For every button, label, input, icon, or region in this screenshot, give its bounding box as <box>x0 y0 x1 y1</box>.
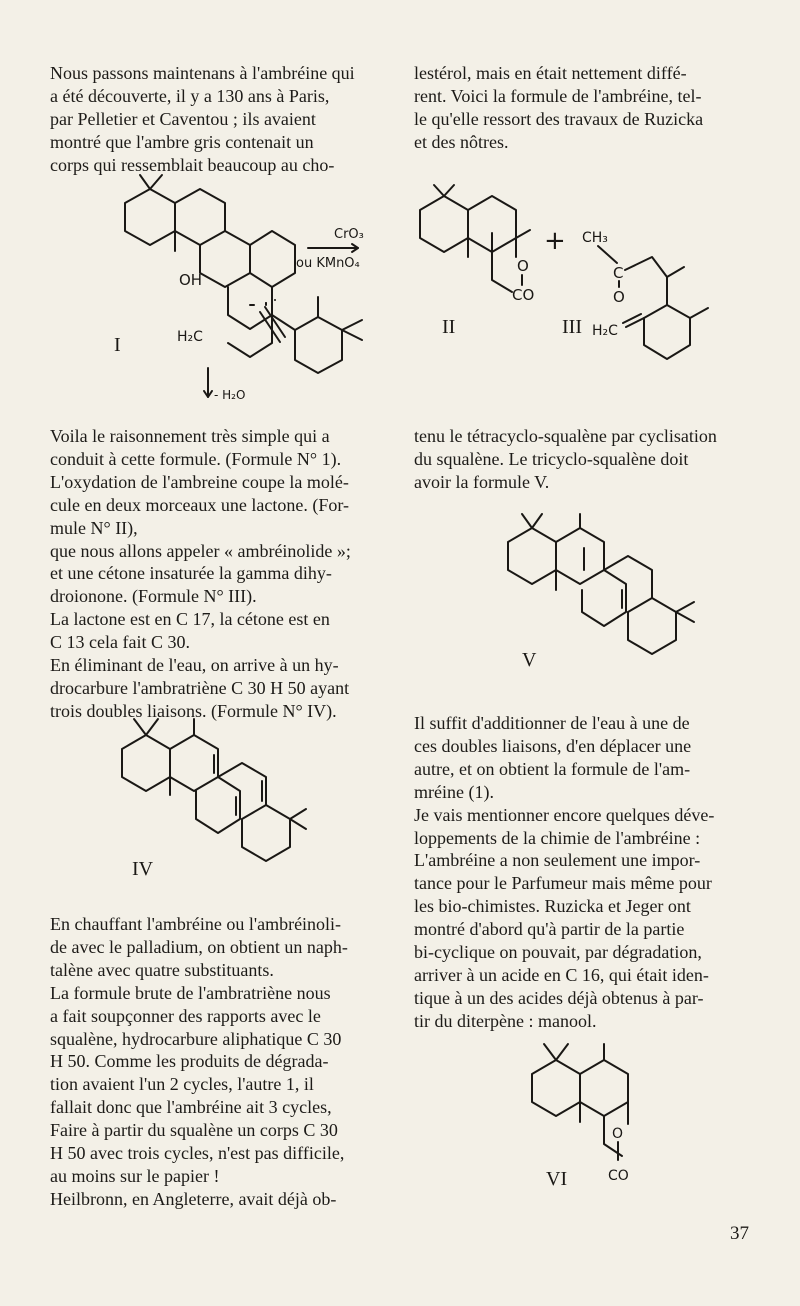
reagent-kmno4-label: ou KMnO₄ <box>296 256 360 271</box>
text-line: talène avec quatre substituants. <box>50 959 274 980</box>
text-line: que nous allons appeler « ambréinolide »; <box>50 540 351 561</box>
text-line: autre, et on obtient la formule de l'am- <box>414 758 691 779</box>
formula-ii-label: II <box>442 316 456 338</box>
text-line: tenu le tétracyclo-squalène par cyclisation <box>414 426 717 446</box>
left-intro-paragraph <box>50 62 390 177</box>
text-line: L'ambréine a non seulement une impor- <box>414 850 701 871</box>
text-line: lestérol, mais en était nettement diffé- <box>414 63 687 83</box>
lactone-o-label: O <box>517 257 529 275</box>
ketone-o-label: O <box>613 288 625 306</box>
text-line: H 50 avec trois cycles, n'est pas difficile, <box>50 1143 345 1164</box>
text-line: et une cétone insaturée la gamma dihy- <box>50 563 332 584</box>
text-line: mule N° II), <box>50 517 138 538</box>
oh-label: OH <box>179 271 203 289</box>
text-line: Heilbronn, en Angleterre, avait déjà ob- <box>50 1188 337 1209</box>
text-line: trois doubles liaisons. (Formule N° IV). <box>50 700 337 721</box>
lactone-co-label: CO <box>512 286 535 304</box>
formula-v-label: V <box>522 649 537 671</box>
formula-iii-label: III <box>562 316 582 338</box>
left-reasoning-paragraph <box>50 425 390 723</box>
text-line: montré d'abord qu'à partir de la partie <box>414 919 685 940</box>
text-line: de avec le palladium, on obtient un naph- <box>50 936 348 957</box>
h2c-label: H₂C <box>592 323 618 339</box>
text-line: tance pour le Parfumeur mais même pour <box>414 873 712 894</box>
formula-vi-label: VI <box>546 1168 568 1190</box>
text-line: La formule brute de l'ambratriène nous <box>50 982 331 1003</box>
text-line: Il suffit d'additionner de l'eau à une de <box>414 713 690 733</box>
text-line: les bio-chimistes. Ruzicka et Jeger ont <box>414 896 691 917</box>
text-line: Nous passons maintenans à l'ambréine qui <box>50 63 355 83</box>
right-tetracyclo-paragraph <box>414 425 754 494</box>
text-line: Voila le raisonnement très simple qui a <box>50 426 330 446</box>
text-line: a été découverte, il y a 130 ans à Paris, <box>50 85 330 106</box>
formula-iv-diagram <box>114 715 314 895</box>
text-line: ces doubles liaisons, d'en déplacer une <box>414 735 692 756</box>
formula-i-label: I <box>114 334 121 356</box>
text-line: En éliminant de l'eau, on arrive à un hy- <box>50 655 339 676</box>
h2c-label: H₂C <box>177 329 203 345</box>
ch3-label: CH₃ <box>582 230 608 246</box>
formula-iv-label: IV <box>132 858 154 880</box>
formula-ii-iii-diagram <box>412 185 732 360</box>
text-line: fallait donc que l'ambréine ait 3 cycles, <box>50 1097 332 1118</box>
text-line: rent. Voici la formule de l'ambréine, tel- <box>414 85 702 106</box>
text-line: tion avaient l'un 2 cycles, l'autre 1, il <box>50 1074 314 1095</box>
text-line: montré que l'ambre gris contenait un <box>50 131 314 152</box>
text-line: tique à un des acides déjà obtenus à par- <box>414 987 704 1008</box>
ketone-c-label: C <box>613 264 624 282</box>
left-heating-paragraph <box>50 913 390 1211</box>
text-line: H 50. Comme les produits de dégrada- <box>50 1051 329 1072</box>
formula-v-diagram <box>500 510 700 685</box>
dehydration-label: - H₂O <box>214 388 246 402</box>
formula-vi-diagram <box>524 1040 674 1200</box>
text-line: C 13 cela fait C 30. <box>50 632 190 653</box>
text-line: avoir la formule V. <box>414 471 550 492</box>
text-line: corps qui ressemblait beaucoup au cho- <box>50 154 335 175</box>
text-line: droionone. (Formule N° III). <box>50 586 257 607</box>
text-line: Faire à partir du squalène un corps C 30 <box>50 1120 338 1141</box>
right-intro-paragraph <box>414 62 754 154</box>
text-line: L'oxydation de l'ambreine coupe la molé- <box>50 471 349 492</box>
text-line: squalène, hydrocarbure aliphatique C 30 <box>50 1028 342 1049</box>
text-line: La lactone est en C 17, la cétone est en <box>50 609 330 630</box>
text-line: par Pelletier et Caventou ; ils avaient <box>50 108 316 129</box>
text-line: drocarbure l'ambratriène C 30 H 50 ayant <box>50 677 350 698</box>
text-line: au moins sur le papier ! <box>50 1165 220 1186</box>
text-line: le qu'elle ressort des travaux de Ruzicka <box>414 108 704 129</box>
vi-o-label: O <box>612 1126 624 1142</box>
text-line: tir du diterpène : manool. <box>414 1010 597 1031</box>
text-line: cule en deux morceaux une lactone. (For- <box>50 494 350 515</box>
text-line: mréine (1). <box>414 781 494 802</box>
reagent-cro3-label: CrO₃ <box>334 227 364 242</box>
text-line: bi-cyclique on pouvait, par dégradation, <box>414 942 702 963</box>
vi-co-label: CO <box>608 1168 629 1184</box>
text-line: arriver à un acide en C 16, qui était iden- <box>414 964 709 985</box>
formula-i-diagram <box>90 175 390 405</box>
text-line: conduit à cette formule. (Formule N° 1). <box>50 448 342 469</box>
text-line: et des nôtres. <box>414 131 509 152</box>
text-line: loppements de la chimie de l'ambréine : <box>414 827 701 848</box>
text-line: du squalène. Le tricyclo-squalène doit <box>414 448 689 469</box>
page-number: 37 <box>730 1223 749 1244</box>
text-line: a fait soupçonner des rapports avec le <box>50 1005 321 1026</box>
plus-sign: + <box>544 226 566 256</box>
right-water-paragraph <box>414 712 754 1033</box>
text-line: En chauffant l'ambréine ou l'ambréinoli- <box>50 914 342 934</box>
text-line: Je vais mentionner encore quelques déve- <box>414 804 715 825</box>
